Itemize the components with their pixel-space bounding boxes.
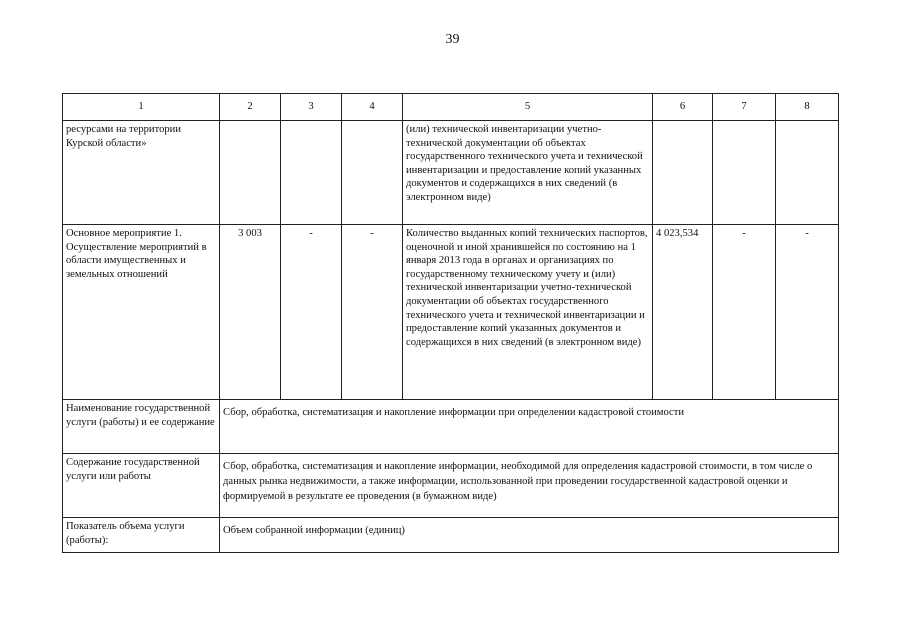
cell-value [281, 121, 342, 225]
header-cell: 7 [713, 94, 776, 121]
cell-label: Содержание государственной услуги или работы [63, 454, 220, 518]
table-row-volume [63, 518, 839, 553]
cell-value [713, 121, 776, 225]
header-cell: 2 [220, 94, 281, 121]
header-cell: 4 [342, 94, 403, 121]
cell-value: - [281, 225, 342, 400]
page-number: 39 [445, 32, 460, 47]
cell-value [342, 121, 403, 225]
cell-value: - [776, 225, 839, 400]
cell-value: - [342, 225, 403, 400]
cell-indicator: (или) технической инвентаризации учетно-технической документации об объектах государственного технического учета и технической инвентаризации и предоставление копий указанных документов и содержащихся в них сведений (в электронном виде) [403, 121, 653, 225]
cell-value [776, 121, 839, 225]
table-header-row [63, 94, 839, 121]
cell-value: 4 023,534 [653, 225, 713, 400]
table-row-continuation [63, 121, 839, 225]
header-cell: 1 [63, 94, 220, 121]
cell-wide-value: Сбор, обработка, систематизация и накопление информации при определении кадастровой стоимости [220, 400, 839, 454]
header-cell: 3 [281, 94, 342, 121]
table-row-main-activity [63, 225, 839, 400]
cell-value [220, 121, 281, 225]
cell-indicator: Количество выданных копий технических паспортов, оценочной и иной хранившейся по состоянию на 1 января 2013 года в органах и организациях по государственному техническому учету и (или) технической инвентаризации учетно-технической документации об объектах государственного технического учета и технической инвентаризации и предоставление копий указанных документов и содержащихся в них сведений (в электронном виде) [403, 225, 653, 400]
cell-value: 3 003 [220, 225, 281, 400]
cell-activity: ресурсами на территории Курской области» [63, 121, 220, 225]
table-row-service-content [63, 454, 839, 518]
cell-wide-value: Объем собранной информации (единиц) [220, 518, 839, 553]
cell-wide-value: Сбор, обработка, систематизация и накопление информации, необходимой для определения кадастровой стоимости, в том числе о данных рынка недвижимости, а также информации, использованной при проведении государственной кадастровой оценки и формируемой в результате ее проведения (в бумажном виде) [220, 454, 839, 518]
cell-activity: Основное мероприятие 1. Осуществление мероприятий в области имущественных и земельных отношений [63, 225, 220, 400]
header-cell: 8 [776, 94, 839, 121]
table-row-service-name [63, 400, 839, 454]
header-cell: 6 [653, 94, 713, 121]
cell-value: - [713, 225, 776, 400]
header-cell: 5 [403, 94, 653, 121]
cell-label: Наименование государственной услуги (работы) и ее содержание [63, 400, 220, 454]
cell-value [653, 121, 713, 225]
cell-label: Показатель объема услуги (работы): [63, 518, 220, 553]
program-table [62, 93, 839, 553]
